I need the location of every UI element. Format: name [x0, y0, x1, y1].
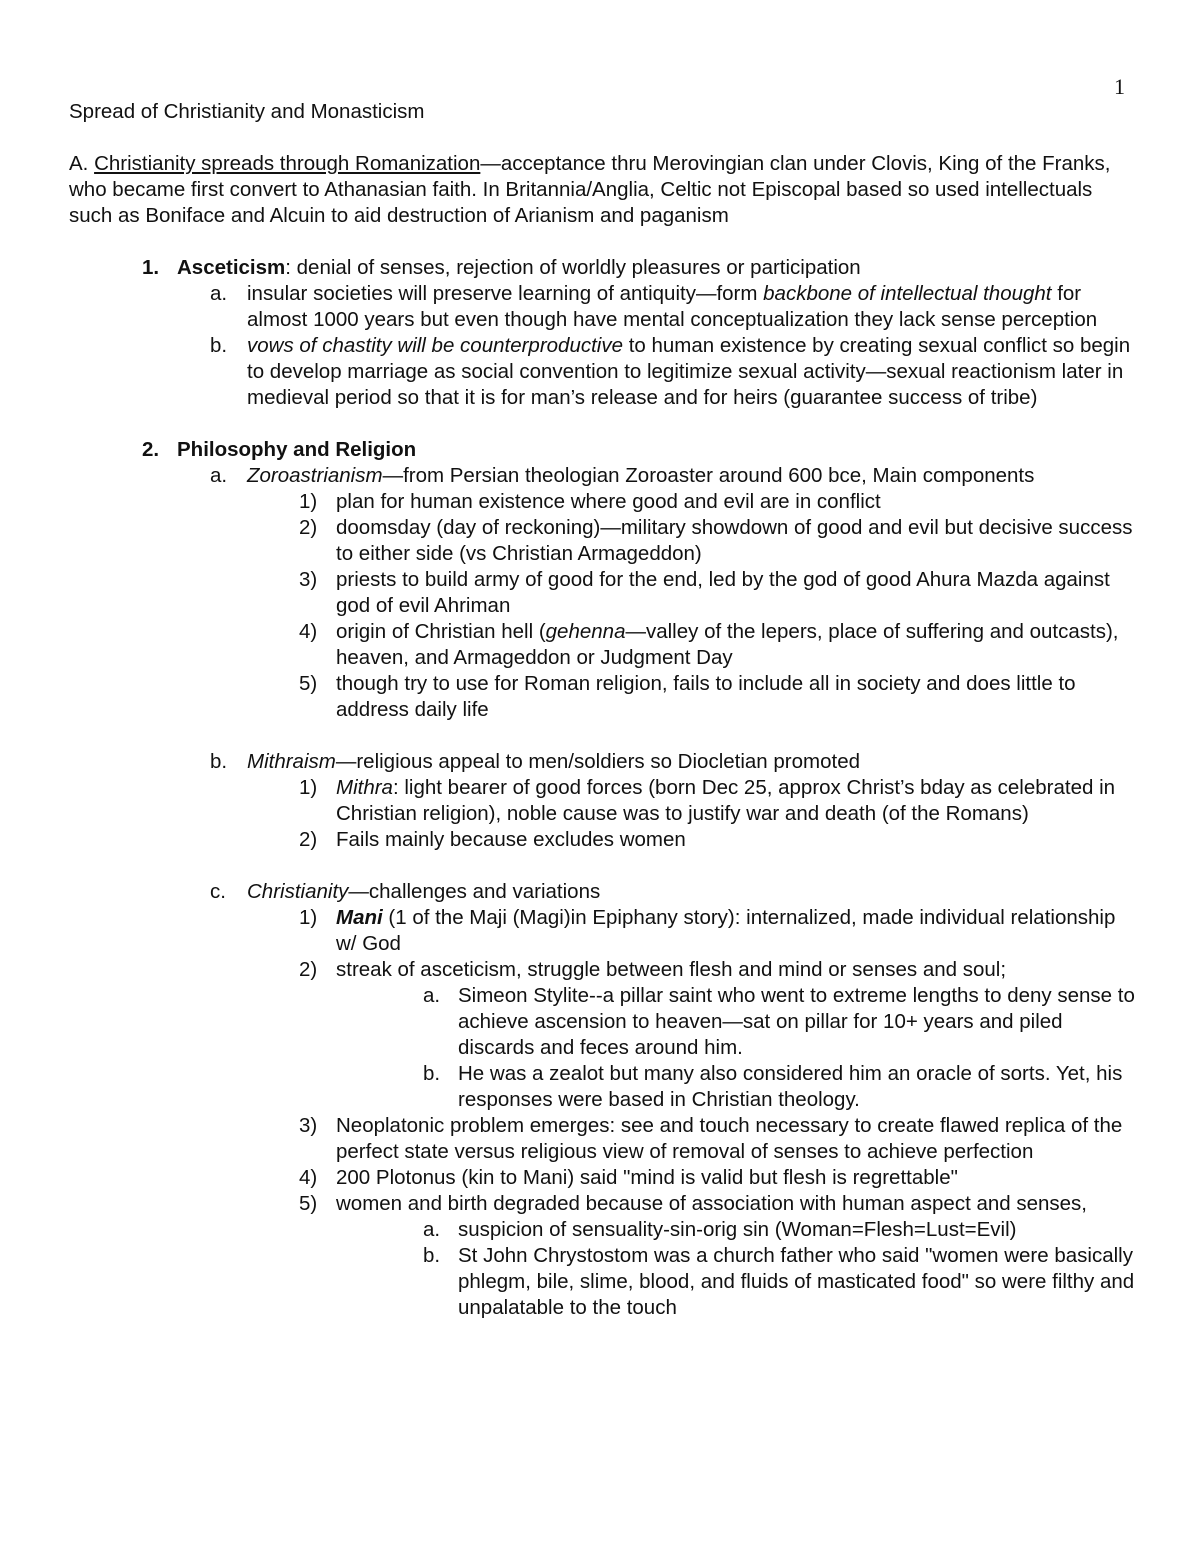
- item-text: though try to use for Roman religion, fails to include all in society and does little to address daily life: [336, 672, 1076, 721]
- list-marker: 5): [299, 1192, 318, 1215]
- list-item: [69, 489, 1139, 515]
- list-item: [69, 1113, 1139, 1165]
- document-title: Spread of Christianity and Monasticism: [69, 100, 425, 123]
- list-marker: 2): [299, 958, 318, 981]
- list-marker: a.: [423, 1218, 441, 1241]
- item-text: —religious appeal to men/soldiers so Diocletian promoted: [335, 750, 861, 773]
- item-text: Neoplatonic problem emerges: see and touch necessary to create flawed replica of the perfect state versus religious view of removal of senses to achieve perfection: [336, 1114, 1123, 1163]
- item-text: suspicion of sensuality-sin-orig sin (Woman=Flesh=Lust=Evil): [458, 1218, 1017, 1241]
- list-item-zoroastrianism: [69, 463, 1139, 489]
- item-text: plan for human existence where good and evil are in conflict: [336, 490, 881, 513]
- item-text: Simeon Stylite--a pillar saint who went to extreme lengths to deny sense to achieve ascension to heaven—sat on pillar for 10+ years and piled discards and feces around him.: [458, 984, 1135, 1059]
- list-item: [69, 1217, 1139, 1243]
- list-item: [69, 567, 1139, 619]
- list-marker: 1): [299, 776, 318, 799]
- item-text: women and birth degraded because of association with human aspect and senses,: [336, 1192, 1088, 1215]
- list-marker: b.: [210, 750, 228, 773]
- section-asceticism: [69, 255, 1139, 281]
- list-item: [69, 333, 1139, 411]
- list-marker: 2): [299, 828, 318, 851]
- list-item: [69, 619, 1139, 671]
- item-text: —from Persian theologian Zoroaster around 600 bce, Main components: [382, 464, 1035, 487]
- item-text: —challenges and variations: [348, 880, 601, 903]
- item-emphasis: Mithraism: [247, 750, 336, 773]
- item-text: for almost 1000 years but even though have mental conceptualization they lack sense perception: [247, 282, 1098, 331]
- intro-marker: A.: [69, 152, 89, 175]
- list-marker: 3): [299, 1114, 318, 1137]
- item-emphasis: Christianity: [247, 880, 349, 903]
- item-text: to human existence by creating sexual conflict so begin to develop marriage as social convention to legitimize sexual activity—sexual reactionism later in medieval period so that it is for man’s release and for heirs (guarantee success of tribe): [247, 334, 1131, 409]
- list-marker: a.: [210, 464, 228, 487]
- list-item: [69, 775, 1139, 827]
- list-item: [69, 905, 1139, 957]
- item-text: origin of Christian hell (: [336, 620, 546, 643]
- item-text: St John Chrystostom was a church father who said "women were basically phlegm, bile, slime, blood, and fluids of masticated food" so were filthy and unpalatable to the touch: [458, 1244, 1135, 1319]
- intro-underlined-heading: Christianity spreads through Romanization: [94, 152, 481, 175]
- list-item: [69, 671, 1139, 723]
- list-marker: 4): [299, 1166, 318, 1189]
- item-emphasis: backbone of intellectual thought: [763, 282, 1052, 305]
- item-text: doomsday (day of reckoning)—military showdown of good and evil but decisive success to either side (vs Christian Armageddon): [336, 516, 1133, 565]
- list-item: [69, 1061, 1139, 1113]
- list-marker: 3): [299, 568, 318, 591]
- list-marker: 4): [299, 620, 318, 643]
- list-item: [69, 281, 1139, 333]
- item-emphasis: vows of chastity will be counterproductive: [247, 334, 624, 357]
- item-text: (1 of the Maji (Magi)in Epiphany story): internalized, made individual relationship w/ God: [336, 906, 1116, 955]
- item-text: streak of asceticism, struggle between flesh and mind or senses and soul;: [336, 958, 1007, 981]
- section-heading: Philosophy and Religion: [177, 438, 417, 461]
- list-item: [69, 983, 1139, 1061]
- list-item: [69, 957, 1139, 983]
- list-item: [69, 1165, 1139, 1191]
- list-marker: 1): [299, 906, 318, 929]
- list-marker: b.: [210, 334, 228, 357]
- list-item-christianity: [69, 879, 1139, 905]
- list-item-mithraism: [69, 749, 1139, 775]
- document-body: [69, 99, 1139, 1321]
- list-marker: b.: [423, 1062, 441, 1085]
- item-emphasis: Mithra: [336, 776, 393, 799]
- item-emphasis: Zoroastrianism: [247, 464, 383, 487]
- list-marker: 2.: [142, 438, 160, 461]
- list-marker: a.: [423, 984, 441, 1007]
- page-number: 1: [1114, 74, 1125, 99]
- list-marker: 5): [299, 672, 318, 695]
- list-item: [69, 827, 1139, 853]
- list-marker: 2): [299, 516, 318, 539]
- item-text: Fails mainly because excludes women: [336, 828, 686, 851]
- section-text: : denial of senses, rejection of worldly pleasures or participation: [285, 256, 861, 279]
- item-text: He was a zealot but many also considered him an oracle of sorts. Yet, his responses were based in Christian theology.: [458, 1062, 1123, 1111]
- item-text: : light bearer of good forces (born Dec 25, approx Christ’s bday as celebrated in Christian religion), noble cause was to justify war and death (of the Romans): [336, 776, 1116, 825]
- list-marker: a.: [210, 282, 228, 305]
- item-emphasis: gehenna: [545, 620, 626, 643]
- list-item: [69, 1191, 1139, 1217]
- term-asceticism: Asceticism: [177, 256, 286, 279]
- item-text: insular societies will preserve learning of antiquity—form: [247, 282, 764, 305]
- item-emphasis: Mani: [336, 906, 383, 929]
- item-text: —valley of the lepers, place of suffering and outcasts), heaven, and Armageddon or Judgment Day: [336, 620, 1119, 669]
- list-marker: 1.: [142, 256, 160, 279]
- section-philosophy-religion: [69, 437, 1139, 463]
- item-text: priests to build army of good for the end, led by the god of good Ahura Mazda against god of evil Ahriman: [336, 568, 1110, 617]
- list-marker: 1): [299, 490, 318, 513]
- list-marker: c.: [210, 880, 226, 903]
- list-item: [69, 1243, 1139, 1321]
- item-text: 200 Plotonus (kin to Mani) said "mind is valid but flesh is regrettable": [336, 1166, 958, 1189]
- intro-text: —acceptance thru Merovingian clan under Clovis, King of the Franks, who became first convert to Athanasian faith. In Britannia/Anglia, Celtic not Episcopal based so used intellectuals such as Boniface and Alcuin to aid destruction of Arianism and paganism: [69, 152, 1111, 227]
- list-item: [69, 515, 1139, 567]
- list-marker: b.: [423, 1244, 441, 1267]
- intro-paragraph: [69, 151, 1139, 229]
